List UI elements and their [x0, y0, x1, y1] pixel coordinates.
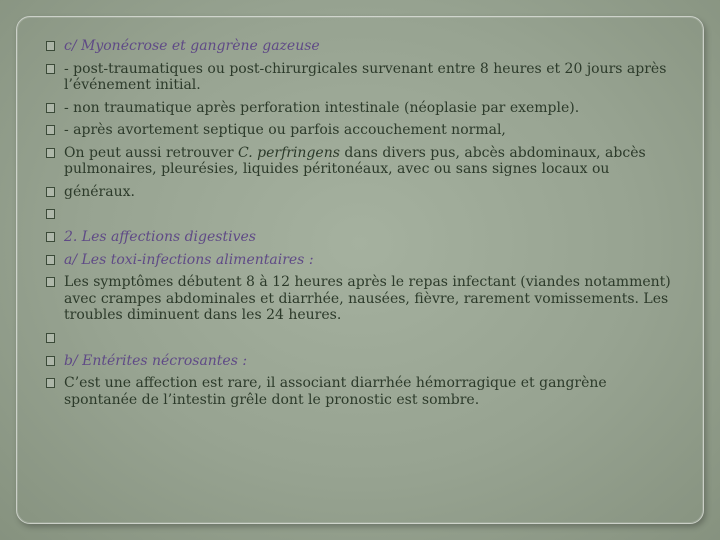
bullet-icon: [46, 378, 55, 388]
bullet-icon: [46, 103, 55, 113]
bullet-icon: [46, 333, 55, 343]
list-item-affection-rare: C’est une affection est rare, il associant diarrhée hémorragique et gangrène spontanée de l’intestin grêle dont le pronostic est sombre.: [46, 375, 676, 408]
heading-myonecrose: c/ Myonécrose et gangrène gazeuse: [46, 38, 676, 55]
bullet-icon: [46, 41, 55, 51]
bullet-icon: [46, 232, 55, 242]
bullet-icon: [46, 277, 55, 287]
list-item-generaux: généraux.: [46, 184, 676, 201]
bullet-icon: [46, 255, 55, 265]
list-item-avortement: - après avortement septique ou parfois accouchement normal,: [46, 122, 676, 139]
list-item-empty: [46, 330, 676, 347]
slide-content: [46, 38, 676, 408]
heading-enterites: b/ Entérites nécrosantes :: [46, 353, 676, 370]
heading-toxi-infections: a/ Les toxi-infections alimentaires :: [46, 252, 676, 269]
bullet-icon: [46, 148, 55, 158]
bullet-icon: [46, 64, 55, 74]
list-item-symptomes: Les symptômes débutent 8 à 12 heures après le repas infectant (viandes notamment) avec crampes abdominales et diarrhée, nausées, fièvre, rarement vomissements. Les troubles diminuent dans les 24 heures.: [46, 274, 676, 324]
bullet-icon: [46, 187, 55, 197]
list-item-post-traumatiques: - post-traumatiques ou post-chirurgicales survenant entre 8 heures et 20 jours après l’événement initial.: [46, 61, 676, 94]
species-name: C. perfringens: [238, 144, 340, 161]
list-item-non-traumatique: - non traumatique après perforation intestinale (néoplasie par exemple).: [46, 100, 676, 117]
list-item-perfringens: On peut aussi retrouver C. perfringens dans divers pus, abcès abdominaux, abcès pulmonaires, pleurésies, liquides péritonéaux, avec ou sans signes locaux ou: [46, 145, 676, 178]
bullet-icon: [46, 356, 55, 366]
list-item-empty: [46, 206, 676, 223]
bullet-icon: [46, 209, 55, 219]
heading-affections-digestives: 2. Les affections digestives: [46, 229, 676, 246]
bullet-icon: [46, 125, 55, 135]
